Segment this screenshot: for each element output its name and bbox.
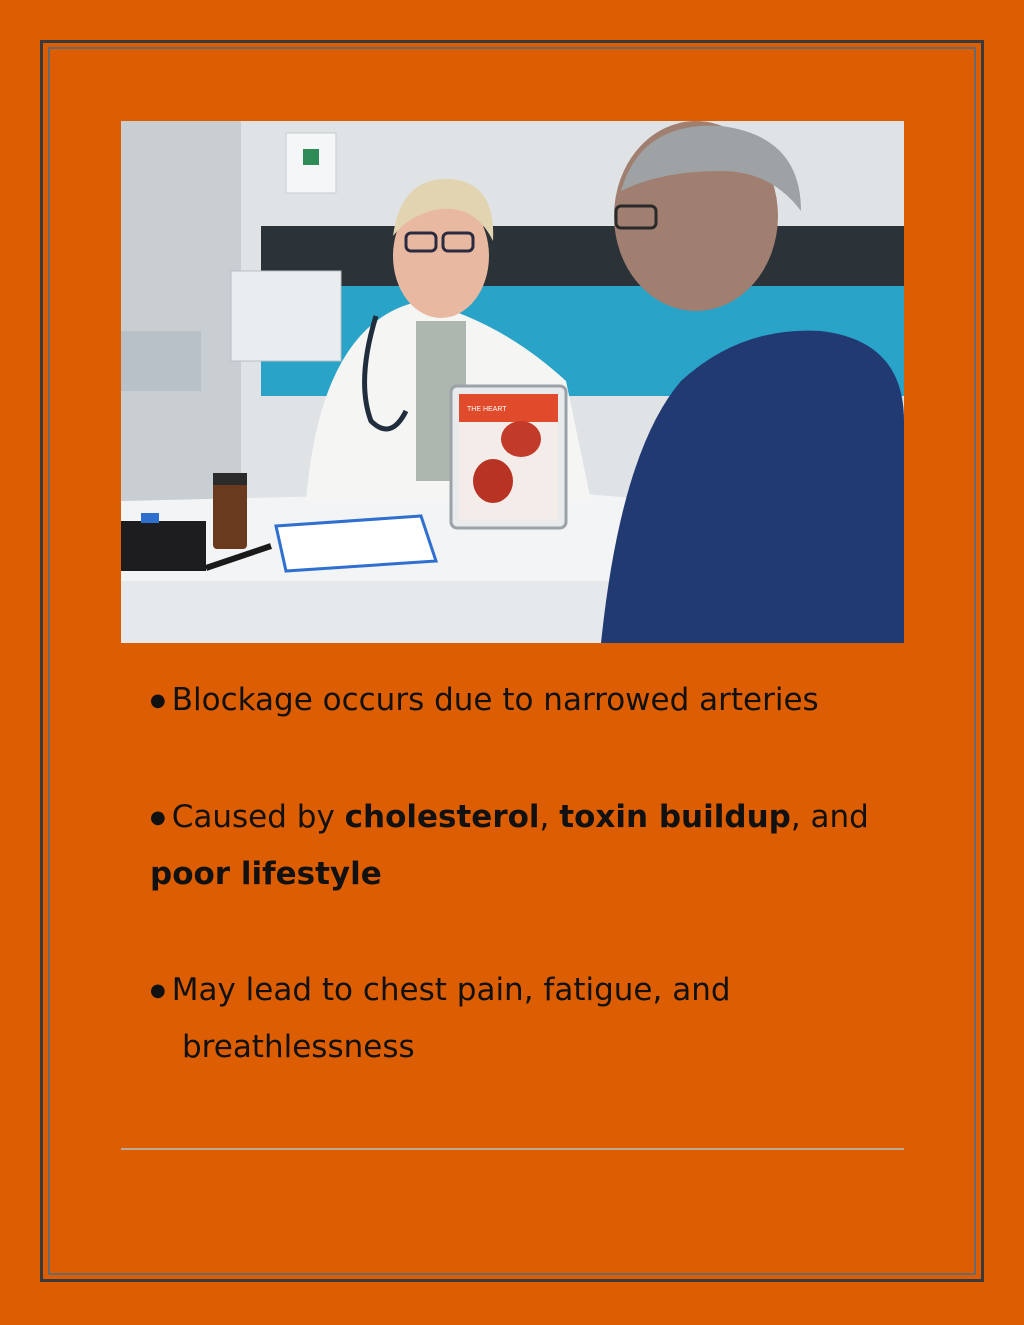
tablet-title: THE HEART bbox=[467, 406, 507, 413]
bullet-text: Blockage occurs due to narrowed arteries bbox=[171, 682, 819, 718]
bold-term-cholesterol: cholesterol bbox=[344, 799, 540, 835]
bullet-text-prefix: Caused by bbox=[171, 799, 345, 835]
separator: , bbox=[539, 799, 560, 835]
separator: , and bbox=[790, 799, 869, 835]
bold-term-toxin-buildup: toxin buildup bbox=[559, 799, 791, 835]
bullet-icon: ● bbox=[150, 807, 166, 828]
bullet-icon: ● bbox=[150, 980, 166, 1001]
horizontal-divider bbox=[121, 1148, 904, 1150]
bullet-icon: ● bbox=[150, 690, 166, 711]
doctor-consultation-photo bbox=[121, 121, 904, 643]
bullet-item-causes bbox=[150, 789, 890, 902]
bullet-item-blockage bbox=[150, 672, 890, 729]
bold-term-poor-lifestyle: poor lifestyle bbox=[150, 856, 382, 892]
bullet-text-line2: breathlessness bbox=[182, 1029, 415, 1065]
bullet-text-line1: May lead to chest pain, fatigue, and bbox=[171, 972, 731, 1008]
bullet-list bbox=[150, 672, 890, 1075]
bullet-item-symptoms bbox=[150, 962, 890, 1075]
